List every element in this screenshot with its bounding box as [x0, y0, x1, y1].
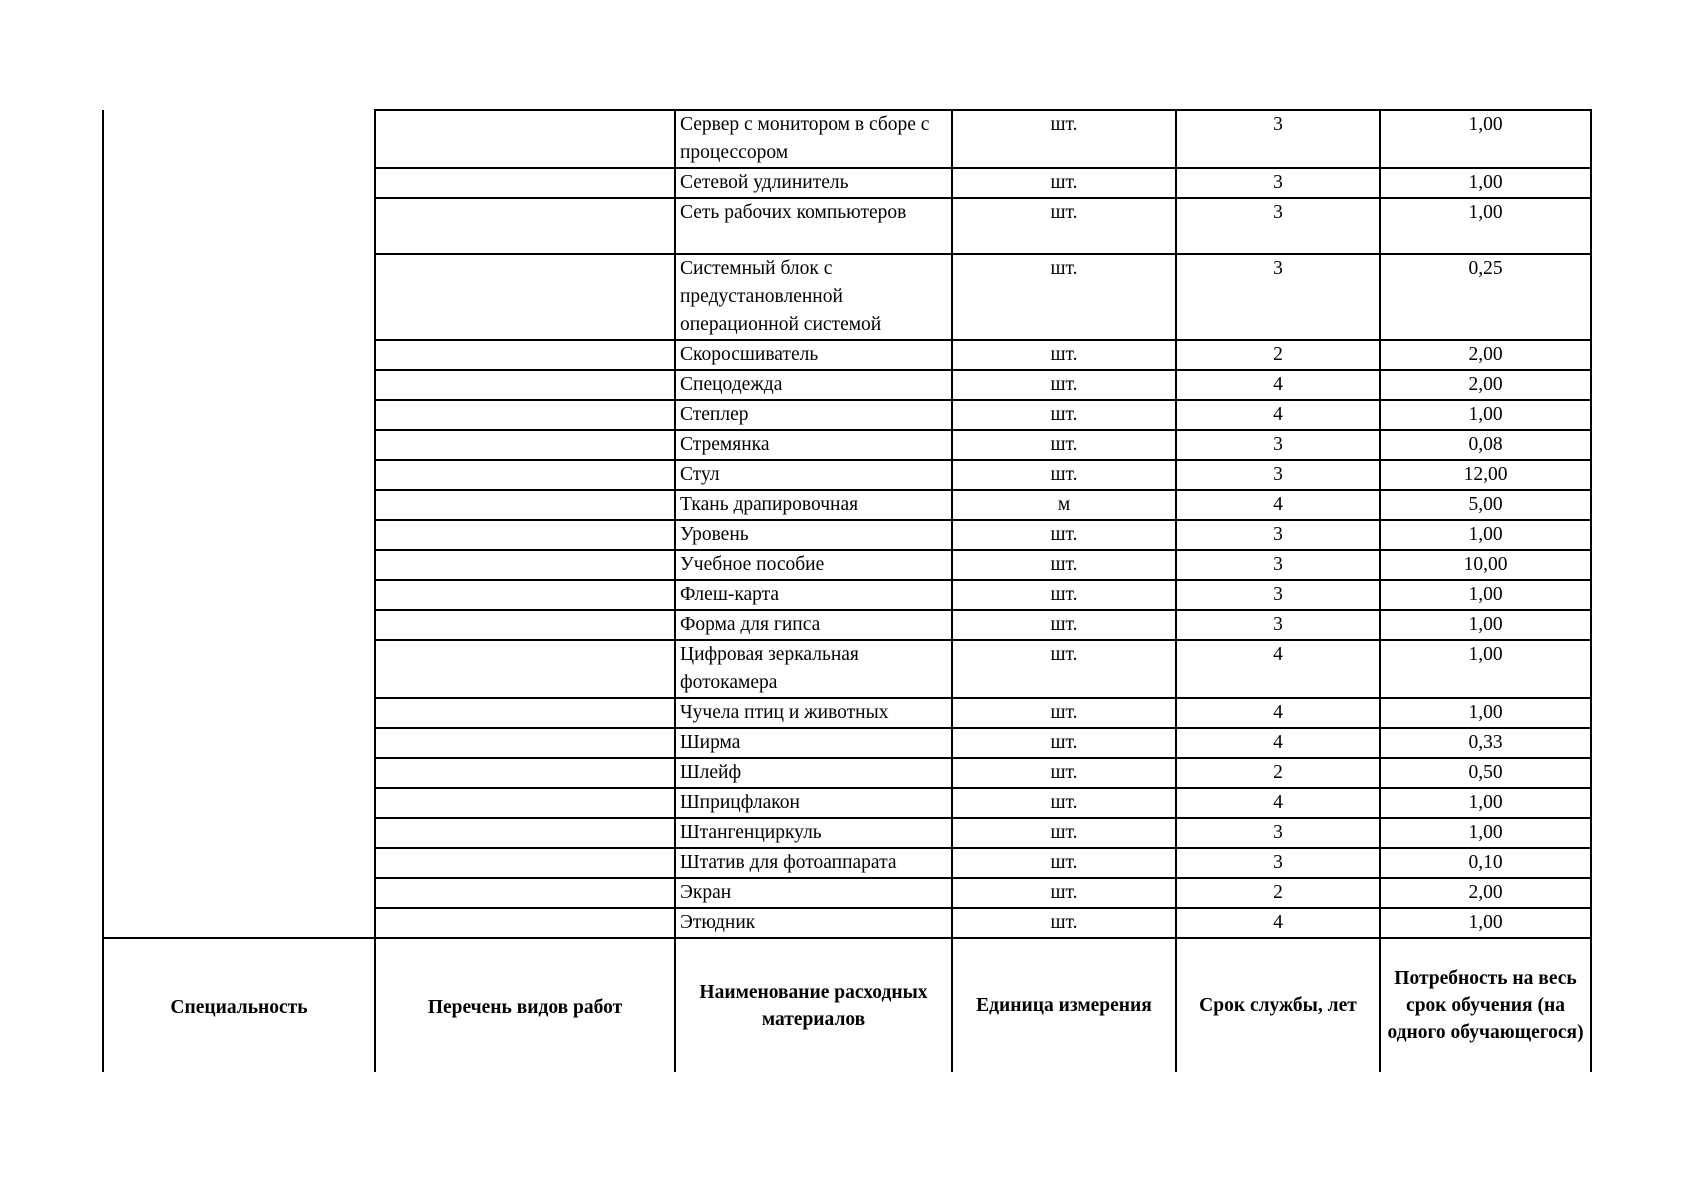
work-type-cell	[375, 460, 675, 490]
work-type-cell	[375, 520, 675, 550]
table-body	[103, 110, 1591, 1072]
work-type-cell	[375, 788, 675, 818]
material-name-cell: Сетевой удлинитель	[675, 168, 952, 198]
work-type-cell	[375, 490, 675, 520]
service-life-cell: 3	[1176, 168, 1380, 198]
material-name-cell: Спецодежда	[675, 370, 952, 400]
materials-table	[102, 109, 1592, 1072]
unit-cell: шт.	[952, 580, 1176, 610]
material-name-cell: Шприцфлакон	[675, 788, 952, 818]
need-cell: 0,08	[1380, 430, 1591, 460]
need-cell: 1,00	[1380, 110, 1591, 168]
material-name-cell: Цифровая зеркальная фотокамера	[675, 640, 952, 698]
unit-cell: шт.	[952, 698, 1176, 728]
unit-cell: шт.	[952, 728, 1176, 758]
service-life-cell: 4	[1176, 640, 1380, 698]
work-type-cell	[375, 818, 675, 848]
service-life-cell: 3	[1176, 110, 1380, 168]
service-life-cell: 4	[1176, 698, 1380, 728]
service-life-cell: 4	[1176, 728, 1380, 758]
material-name-cell: Штатив для фотоаппарата	[675, 848, 952, 878]
unit-cell: м	[952, 490, 1176, 520]
unit-cell: шт.	[952, 370, 1176, 400]
unit-cell: шт.	[952, 254, 1176, 340]
header-need: Потребность на весь срок обучения (на одного обучающегося)	[1380, 938, 1591, 1072]
material-name-cell: Чучела птиц и животных	[675, 698, 952, 728]
need-cell: 1,00	[1380, 198, 1591, 254]
work-type-cell	[375, 550, 675, 580]
work-type-cell	[375, 758, 675, 788]
unit-cell: шт.	[952, 110, 1176, 168]
material-name-cell: Учебное пособие	[675, 550, 952, 580]
material-name-cell: Ткань драпировочная	[675, 490, 952, 520]
header-service-life: Срок службы, лет	[1176, 938, 1380, 1072]
work-type-cell	[375, 580, 675, 610]
service-life-cell: 4	[1176, 908, 1380, 938]
need-cell: 0,33	[1380, 728, 1591, 758]
need-cell: 1,00	[1380, 520, 1591, 550]
service-life-cell: 4	[1176, 490, 1380, 520]
service-life-cell: 3	[1176, 550, 1380, 580]
service-life-cell: 3	[1176, 430, 1380, 460]
header-work-types: Перечень видов работ	[375, 938, 675, 1072]
service-life-cell: 3	[1176, 610, 1380, 640]
work-type-cell	[375, 728, 675, 758]
need-cell: 1,00	[1380, 818, 1591, 848]
work-type-cell	[375, 254, 675, 340]
unit-cell: шт.	[952, 818, 1176, 848]
header-specialty: Специальность	[103, 938, 375, 1072]
material-name-cell: Сервер с монитором в сборе с процессором	[675, 110, 952, 168]
work-type-cell	[375, 848, 675, 878]
work-type-cell	[375, 168, 675, 198]
need-cell: 2,00	[1380, 340, 1591, 370]
need-cell: 1,00	[1380, 610, 1591, 640]
table-row	[103, 110, 1591, 168]
need-cell: 1,00	[1380, 698, 1591, 728]
unit-cell: шт.	[952, 758, 1176, 788]
service-life-cell: 3	[1176, 198, 1380, 254]
unit-cell: шт.	[952, 788, 1176, 818]
need-cell: 1,00	[1380, 788, 1591, 818]
work-type-cell	[375, 640, 675, 698]
work-type-cell	[375, 610, 675, 640]
service-life-cell: 4	[1176, 400, 1380, 430]
need-cell: 10,00	[1380, 550, 1591, 580]
material-name-cell: Уровень	[675, 520, 952, 550]
service-life-cell: 4	[1176, 370, 1380, 400]
need-cell: 2,00	[1380, 878, 1591, 908]
service-life-cell: 2	[1176, 878, 1380, 908]
material-name-cell: Штангенциркуль	[675, 818, 952, 848]
service-life-cell: 3	[1176, 580, 1380, 610]
unit-cell: шт.	[952, 198, 1176, 254]
material-name-cell: Системный блок с предустановленной операционной системой	[675, 254, 952, 340]
material-name-cell: Форма для гипса	[675, 610, 952, 640]
work-type-cell	[375, 430, 675, 460]
unit-cell: шт.	[952, 520, 1176, 550]
unit-cell: шт.	[952, 908, 1176, 938]
need-cell: 0,10	[1380, 848, 1591, 878]
unit-cell: шт.	[952, 550, 1176, 580]
material-name-cell: Ширма	[675, 728, 952, 758]
unit-cell: шт.	[952, 460, 1176, 490]
work-type-cell	[375, 340, 675, 370]
need-cell: 1,00	[1380, 168, 1591, 198]
unit-cell: шт.	[952, 848, 1176, 878]
specialty-cell	[103, 110, 375, 938]
work-type-cell	[375, 878, 675, 908]
material-name-cell: Флеш-карта	[675, 580, 952, 610]
need-cell: 1,00	[1380, 640, 1591, 698]
material-name-cell: Шлейф	[675, 758, 952, 788]
need-cell: 1,00	[1380, 580, 1591, 610]
work-type-cell	[375, 400, 675, 430]
need-cell: 0,50	[1380, 758, 1591, 788]
unit-cell: шт.	[952, 610, 1176, 640]
work-type-cell	[375, 198, 675, 254]
service-life-cell: 2	[1176, 340, 1380, 370]
material-name-cell: Стул	[675, 460, 952, 490]
need-cell: 12,00	[1380, 460, 1591, 490]
header-material-name: Наименование расходных материалов	[675, 938, 952, 1072]
material-name-cell: Степлер	[675, 400, 952, 430]
service-life-cell: 3	[1176, 460, 1380, 490]
unit-cell: шт.	[952, 340, 1176, 370]
material-name-cell: Скоросшиватель	[675, 340, 952, 370]
service-life-cell: 3	[1176, 254, 1380, 340]
work-type-cell	[375, 908, 675, 938]
unit-cell: шт.	[952, 640, 1176, 698]
unit-cell: шт.	[952, 400, 1176, 430]
unit-cell: шт.	[952, 878, 1176, 908]
need-cell: 2,00	[1380, 370, 1591, 400]
material-name-cell: Экран	[675, 878, 952, 908]
unit-cell: шт.	[952, 430, 1176, 460]
table-header-row	[103, 938, 1591, 1072]
need-cell: 1,00	[1380, 400, 1591, 430]
work-type-cell	[375, 370, 675, 400]
service-life-cell: 2	[1176, 758, 1380, 788]
need-cell: 0,25	[1380, 254, 1591, 340]
unit-cell: шт.	[952, 168, 1176, 198]
service-life-cell: 3	[1176, 818, 1380, 848]
material-name-cell: Этюдник	[675, 908, 952, 938]
work-type-cell	[375, 698, 675, 728]
material-name-cell: Сеть рабочих компьютеров	[675, 198, 952, 254]
header-unit: Единица измерения	[952, 938, 1176, 1072]
work-type-cell	[375, 110, 675, 168]
service-life-cell: 4	[1176, 788, 1380, 818]
need-cell: 5,00	[1380, 490, 1591, 520]
material-name-cell: Стремянка	[675, 430, 952, 460]
service-life-cell: 3	[1176, 520, 1380, 550]
service-life-cell: 3	[1176, 848, 1380, 878]
need-cell: 1,00	[1380, 908, 1591, 938]
